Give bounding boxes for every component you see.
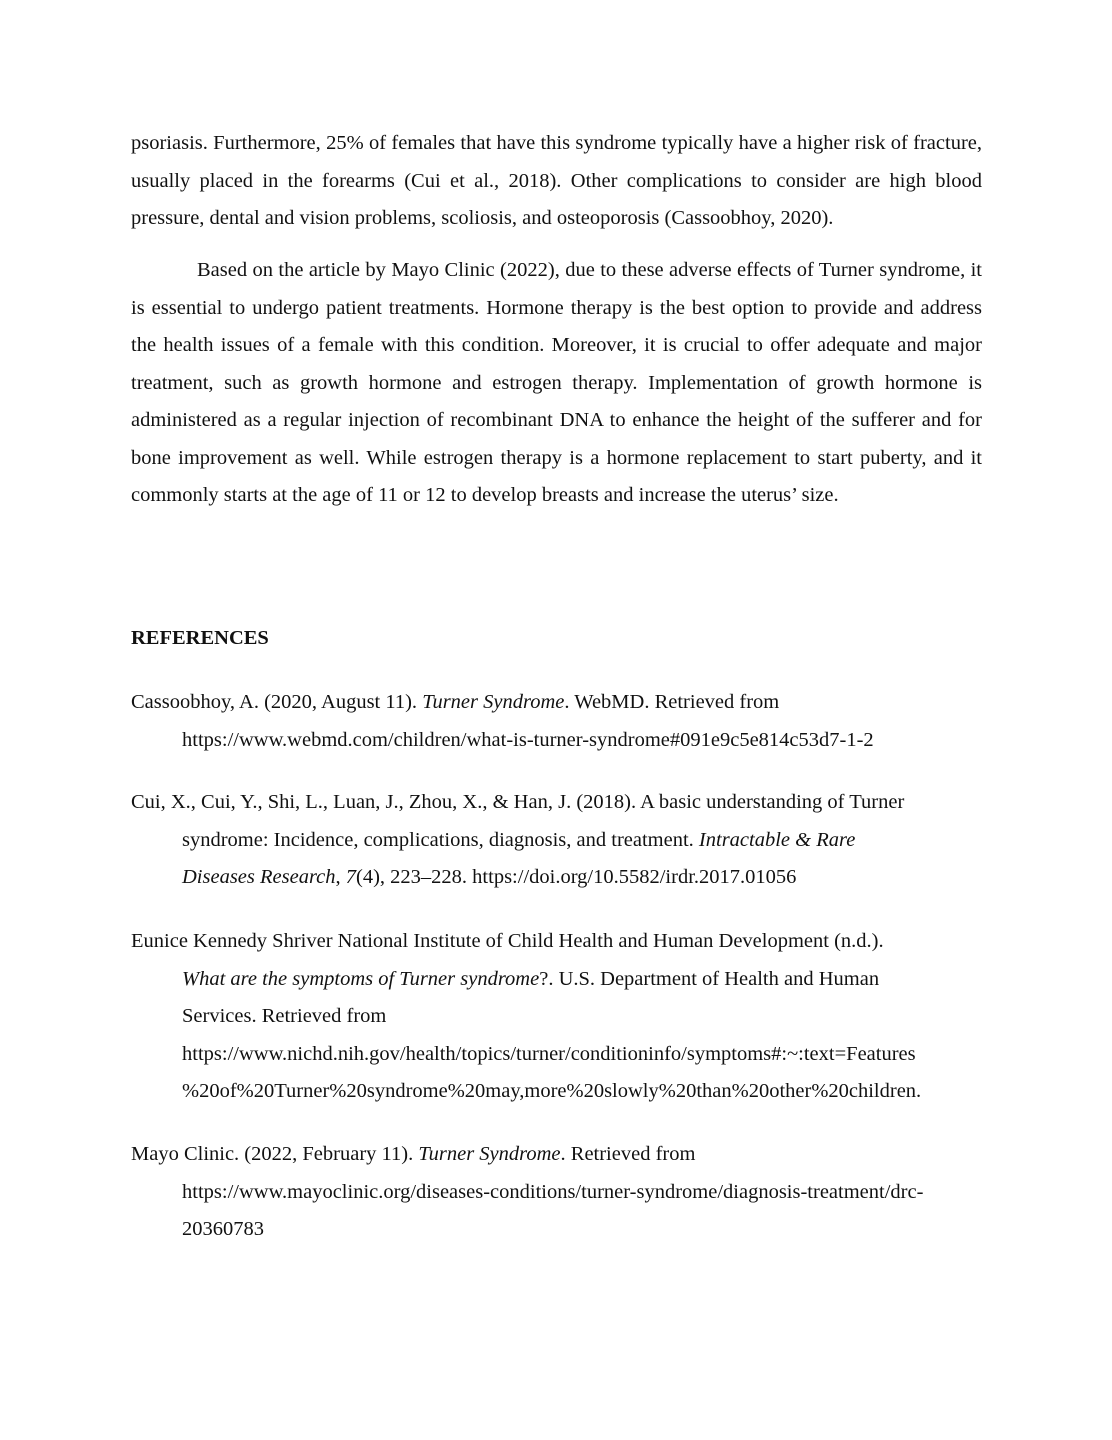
reference-authors: Cui, X., Cui, Y., Shi, L., Luan, J., Zhou, X., & Han, J. (2018). A basic understanding of Turner — [131, 791, 905, 813]
reference-separator: , — [335, 866, 346, 889]
reference-line — [131, 859, 982, 897]
reference-line — [131, 961, 982, 999]
reference-url: https://www.mayoclinic.org/diseases-conditions/turner-syndrome/diagnosis-treatment/drc- — [182, 1180, 924, 1203]
reference-entry-mayo — [131, 1136, 982, 1249]
reference-source: Services. Retrieved from — [182, 1005, 387, 1028]
reference-volume: 7 — [345, 866, 357, 889]
reference-title: syndrome: Incidence, complications, diagnosis, and treatment. — [182, 828, 699, 851]
references-heading: REFERENCES — [131, 627, 269, 649]
reference-pages-doi: (4), 223–228. https://doi.org/10.5582/irdr.2017.01056 — [356, 866, 797, 889]
reference-source: . WebMD. Retrieved from — [564, 691, 780, 713]
reference-line — [131, 822, 982, 860]
reference-authors: Cassoobhoy, A. (2020, August 11). — [131, 691, 423, 713]
reference-title: What are the symptoms of Turner syndrome — [182, 967, 540, 990]
body-paragraph-2: Based on the article by Mayo Clinic (2022), due to these adverse effects of Turner syndrome, it is essential to undergo patient treatments. Hormone therapy is the best option to provide and address the health issues of a female with this condition. Moreover, it is crucial to offer adequate and major treatment, such as growth hormone and estrogen therapy. Implementation of growth hormone is administered as a regular injection of recombinant DNA to enhance the height of the sufferer and for bone improvement as well. While estrogen therapy is a hormone replacement to start puberty, and it commonly starts at the age of 11 or 12 to develop breasts and increase the uterus’ size. — [131, 259, 982, 506]
body-paragraph-1: psoriasis. Furthermore, 25% of females that have this syndrome typically have a higher risk of fracture, usually placed in the forearms (Cui et al., 2018). Other complications to consider are high blood pressure, dental and vision problems, scoliosis, and osteoporosis (Cassoobhoy, 2020). — [131, 132, 982, 229]
reference-url: https://www.nichd.nih.gov/health/topics/turner/conditioninfo/symptoms#:~:text=Features — [182, 1042, 916, 1065]
reference-url: %20of%20Turner%20syndrome%20may,more%20slowly%20than%20other%20children. — [182, 1080, 922, 1103]
reference-authors: Mayo Clinic. (2022, February 11). — [131, 1143, 419, 1165]
reference-line — [131, 684, 982, 722]
reference-title: Turner Syndrome — [418, 1143, 561, 1165]
reference-journal: Intractable & Rare — [698, 828, 856, 851]
reference-entry-nichd — [131, 923, 982, 1111]
reference-line — [131, 1136, 982, 1174]
reference-title: Turner Syndrome — [422, 691, 565, 713]
reference-journal: Diseases Research — [182, 866, 336, 889]
reference-entry-cassoobhoy — [131, 684, 982, 759]
reference-entry-cui — [131, 784, 982, 897]
reference-authors: Eunice Kennedy Shriver National Institute of Child Health and Human Development (n.d.). — [131, 930, 884, 952]
reference-source: ?. U.S. Department of Health and Human — [539, 967, 880, 990]
reference-source: . Retrieved from — [560, 1143, 696, 1165]
reference-url: https://www.webmd.com/children/what-is-turner-syndrome#091e9c5e814c53d7-1-2 — [182, 728, 874, 751]
reference-url: 20360783 — [182, 1218, 264, 1241]
